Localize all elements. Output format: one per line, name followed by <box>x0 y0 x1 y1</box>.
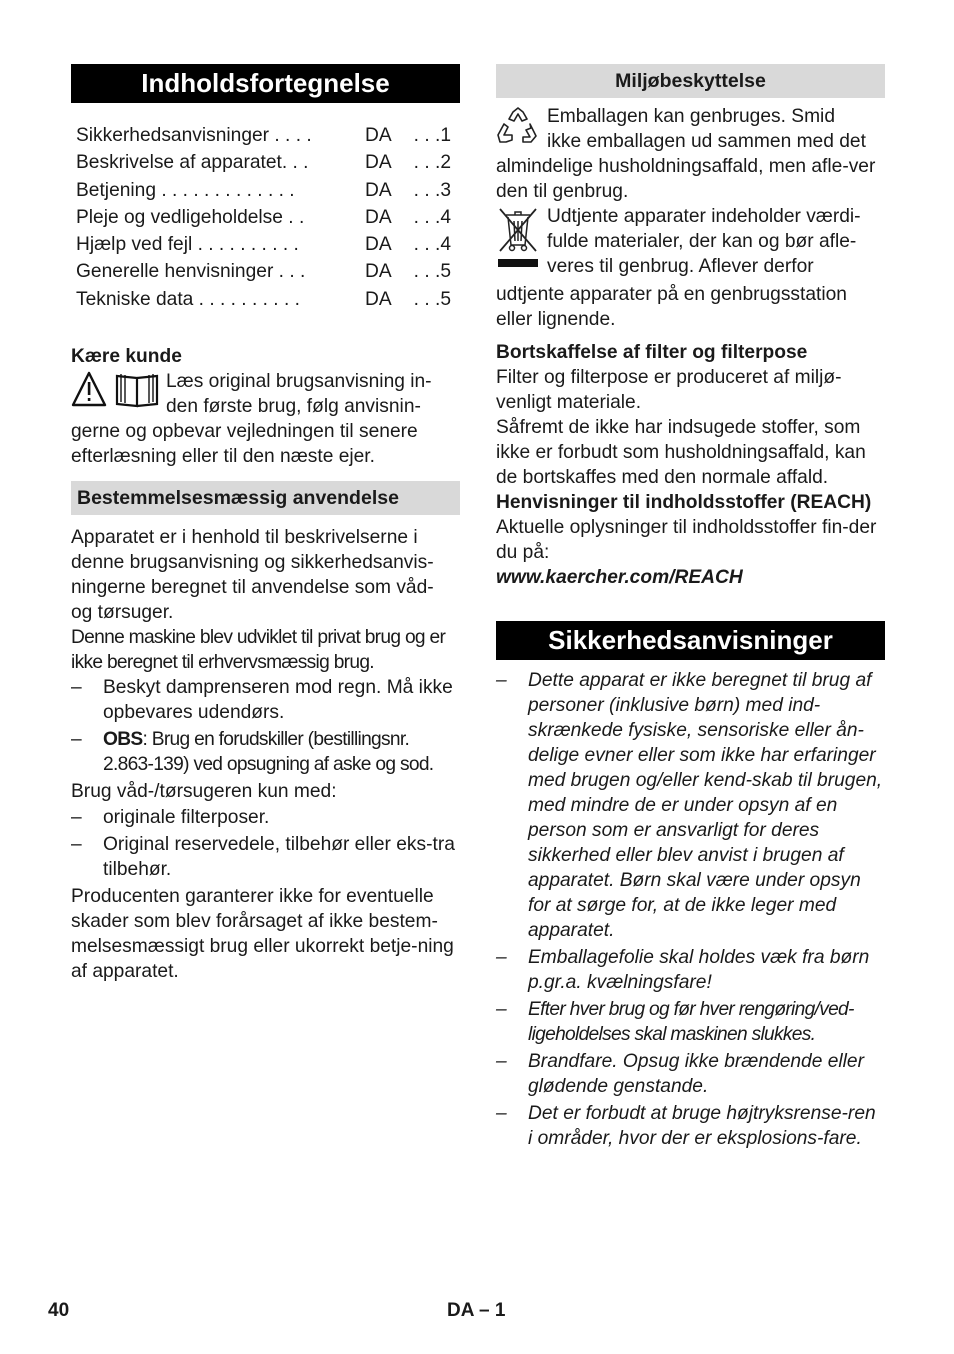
list-item-text: Efter hver brug og før hver rengøring/ved-ligeholdelses skal maskinen slukkes. <box>528 999 854 1045</box>
dear-customer-rest: gerne og opbevar vejledningen til senere efterlæsning eller til den næste ejer. <box>71 421 418 468</box>
right-column <box>496 64 885 1151</box>
weee-section <box>496 204 885 332</box>
page-number: 40 <box>48 1300 70 1321</box>
list-item <box>496 1049 885 1099</box>
list-dash: – <box>71 729 81 751</box>
toc-entry-page: . . .5 <box>413 261 451 283</box>
list-item <box>71 832 460 882</box>
environment-heading: Miljøbeskyttelse <box>496 64 885 98</box>
toc-entry-title: Generelle henvisninger . . . <box>76 261 306 283</box>
toc-entry[interactable] <box>76 204 460 231</box>
toc-entry-page: . . .4 <box>413 234 451 256</box>
toc-entry-lang: DA <box>365 234 392 256</box>
filter-disposal-p2: Såfremt de ikke har indsugede stoffer, som ikke er forbudt som husholdningsaffald, kan de bortskaffes med den normale affald. <box>496 417 866 488</box>
reach-paragraph: Aktuelle oplysninger til indholdsstoffer fin-der du på: <box>496 517 877 563</box>
weee-icon-wrapper <box>496 205 540 282</box>
toc-entry[interactable] <box>76 286 460 313</box>
list-item-text: originale filterposer. <box>103 807 270 829</box>
list-dash: – <box>496 1051 507 1072</box>
toc-entry-page: . . .5 <box>413 288 451 310</box>
dear-customer-section <box>71 344 460 469</box>
list-item-text: Emballagefolie skal holdes væk fra børn p.gr.a. kvælningsfare! <box>528 947 870 993</box>
toc-entry[interactable] <box>76 231 460 258</box>
list-dash: – <box>71 807 82 829</box>
warning-manual-icons <box>71 370 159 417</box>
recycle-rest: almindelige husholdningsaffald, men afle-ver den til genbrug. <box>496 156 876 202</box>
reach-url-link[interactable]: www.kaercher.com/REACH <box>496 567 743 588</box>
intended-use-p2: Denne maskine blev udviklet til privat brug og er ikke beregnet til erhvervsmæssig brug. <box>71 627 446 674</box>
list-item <box>71 675 460 725</box>
toc-entry[interactable] <box>76 177 460 204</box>
list-dash: – <box>496 999 506 1020</box>
list-dash: – <box>496 670 507 691</box>
toc-entry-title: Hjælp ved fejl . . . . . . . . . . <box>76 234 299 256</box>
list-item-text: Beskyt damprenseren mod regn. Må ikke opbevares udendørs. <box>103 677 453 724</box>
filter-disposal-heading: Bortskaffelse af filter og filterpose <box>496 342 808 363</box>
toc-entry-page: . . .4 <box>413 206 451 228</box>
table-of-contents <box>71 122 460 313</box>
list-item-text: : Brug en forudskiller (bestillingsnr. 2.863-139) ved opsugning af aske og sod. <box>103 729 434 776</box>
toc-entry-lang: DA <box>365 125 392 146</box>
weee-rest: udtjente apparater på en genbrugsstation eller lignende. <box>496 284 847 330</box>
toc-entry-lang: DA <box>365 152 392 174</box>
list-item <box>496 1101 885 1151</box>
toc-entry[interactable] <box>76 122 460 149</box>
dear-customer-line2: den første brug, følg anvisnin- <box>166 396 421 418</box>
toc-entry[interactable] <box>76 258 460 285</box>
list-dash: – <box>496 1103 507 1124</box>
crossed-bin-icon <box>496 205 540 275</box>
toc-entry-title: Pleje og vedligeholdelse . . <box>76 206 305 228</box>
safety-list <box>496 668 885 1151</box>
list-item <box>496 668 885 943</box>
dear-customer-heading: Kære kunde <box>71 346 182 368</box>
weee-line1: Udtjente apparater indeholder værdi- <box>547 206 861 227</box>
toc-entry-title: Beskrivelse af apparatet. . . <box>76 152 309 174</box>
list-item-text: Det er forbudt at bruge højtryksrense-ren i områder, hvor der er eksplosions-fare. <box>528 1103 876 1149</box>
toc-entry-lang: DA <box>365 288 392 310</box>
section-page-label: DA – 1 <box>447 1300 506 1321</box>
toc-entry-title: Betjening . . . . . . . . . . . . . <box>76 179 295 201</box>
list-item-text: Dette apparat er ikke beregnet til brug af personer (inklusive børn) med ind-skrænkede fysiske, sensoriske eller ån-delige evner eller som ikke har erfaringer med brugen og/eller kend-skab til brugen, med mindre de er under opsyn af en person som er ansvarligt for deres sikkerhed eller blev anvist i brugen af apparatet. Børn skal være under opsyn for at sørge for, at de ikke leger med apparatet. <box>528 670 883 941</box>
toc-entry-page: . . .2 <box>413 152 451 174</box>
intended-use-section <box>71 525 460 984</box>
toc-entry[interactable] <box>76 149 460 176</box>
list-item-text: Original reservedele, tilbehør eller eks-tra tilbehør. <box>103 834 455 881</box>
toc-heading: Indholdsfortegnelse <box>71 64 460 103</box>
intended-use-p1: Apparatet er i henhold til beskrivelserne i denne brugsanvisning og sikkerhedsanvis-ningerne beregnet til anvendelse som våd- og tørsuger. <box>71 527 434 624</box>
toc-entry-title: Sikkerhedsanvisninger . . . . <box>76 125 312 146</box>
toc-entry-page: . . .3 <box>413 179 451 201</box>
list-item <box>496 945 885 995</box>
dear-customer-line1: Læs original brugsanvisning in- <box>166 371 432 393</box>
recycle-line1: Emballagen kan genbruges. Smid <box>547 106 835 127</box>
intended-use-p4: Producenten garanterer ikke for eventuelle skader som blev forårsaget af ikke bestem-melsesmæssigt brug eller ukorrekt betje-ning af apparatet. <box>71 886 454 983</box>
recycle-line2: ikke emballagen ud sammen med det <box>547 131 866 152</box>
left-column <box>71 64 460 984</box>
warning-triangle-book-icon <box>71 370 159 410</box>
toc-entry-page: . . .1 <box>413 125 451 146</box>
safety-heading: Sikkerhedsanvisninger <box>496 621 885 660</box>
obs-label: OBS <box>103 729 143 751</box>
intended-use-p3: Brug våd-/tørsugeren kun med: <box>71 781 337 803</box>
intended-use-heading: Bestemmelsesmæssig anvendelse <box>71 481 460 515</box>
list-item <box>71 805 460 830</box>
list-item-text: Brandfare. Opsug ikke brændende eller glødende genstande. <box>528 1051 864 1097</box>
recycle-icon <box>496 106 540 146</box>
list-dash: – <box>496 947 507 968</box>
list-dash: – <box>71 834 82 856</box>
toc-entry-lang: DA <box>365 206 392 228</box>
recycling-section <box>496 104 885 204</box>
toc-entry-lang: DA <box>365 261 392 283</box>
recycle-icon-wrapper <box>496 106 540 153</box>
weee-line2: fulde materialer, der kan og bør afle- <box>547 231 857 252</box>
weee-line3: veres til genbrug. Aflever derfor <box>547 256 814 277</box>
reach-heading: Henvisninger til indholdsstoffer (REACH) <box>496 492 872 513</box>
list-dash: – <box>71 677 82 699</box>
toc-entry-lang: DA <box>365 179 392 201</box>
list-item <box>71 727 460 777</box>
list-item <box>496 997 885 1047</box>
filter-disposal-section <box>496 340 885 590</box>
toc-entry-title: Tekniske data . . . . . . . . . . <box>76 288 300 310</box>
filter-disposal-p1: Filter og filterpose er produceret af miljø-venligt materiale. <box>496 367 842 413</box>
